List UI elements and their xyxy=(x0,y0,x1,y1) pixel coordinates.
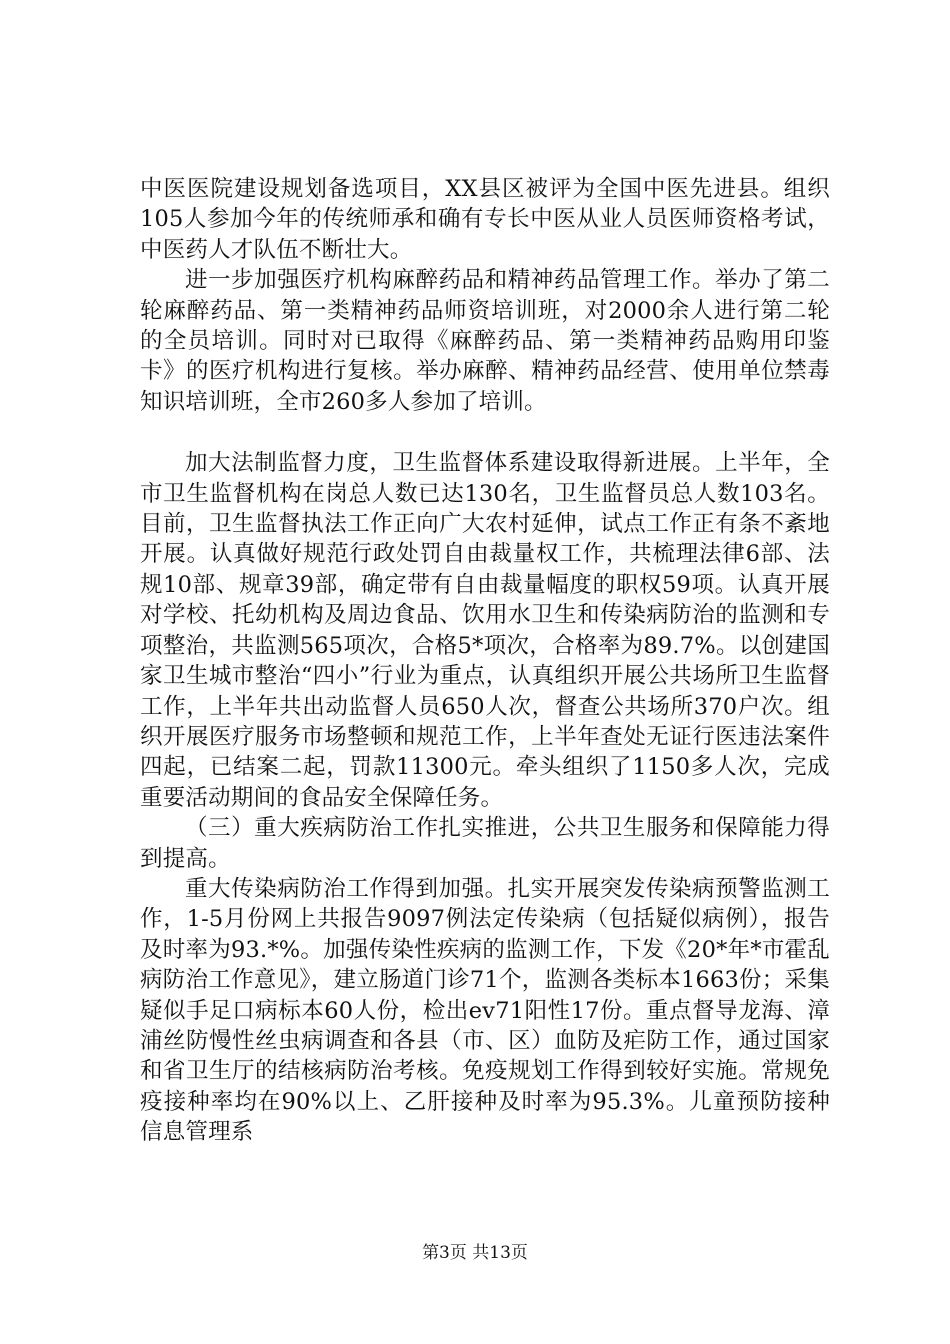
section-heading-disease-prevention: （三）重大疾病防治工作扎实推进，公共卫生服务和保障能力得到提高。 xyxy=(140,815,830,872)
paragraph-infectious-disease: 重大传染病防治工作得到加强。扎实开展突发传染病预警监测工作，1-5月份网上共报告9097例法定传染病（包括疑似病例），报告及时率为93.*%。加强传染性疾病的监测工作，下发《20*年*市霍乱病防治工作意见》，建立肠道门诊71个，监测各类标本1663份；采集疑似手足口病标本60人份，检出ev71阳性17份。重点督导龙海、漳浦丝防慢性丝虫病调查和各县（市、区）血防及疟防工作，通过国家和省卫生厅的结核病防治考核。免疫规划工作得到较好实施。常规免疫接种率均在90%以上、乙肝接种及时率为95.3%。儿童预防接种信息管理系 xyxy=(140,875,830,1146)
page-number-footer: 第3页 共13页 xyxy=(422,1243,528,1263)
paragraph-health-supervision: 加大法制监督力度，卫生监督体系建设取得新进展。上半年，全市卫生监督机构在岗总人数已达130名，卫生监督员总人数103名。目前，卫生监督执法工作正向广大农村延伸，试点工作正有条不紊地开展。认真做好规范行政处罚自由裁量权工作，共梳理法律6部、法规10部、规章39部，确定带有自由裁量幅度的职权59项。认真开展对学校、托幼机构及周边食品、饮用水卫生和传染病防治的监测和专项整治，共监测565项次，合格5*项次，合格率为89.7%。以创建国家卫生城市整治“四小”行业为重点，认真组织开展公共场所卫生监督工作，上半年共出动监督人员650人次，督查公共场所370户次。组织开展医疗服务市场整顿和规范工作，上半年查处无证行医违法案件四起，已结案二起，罚款11300元。牵头组织了1150多人次，完成重要活动期间的食品安全保障任务。 xyxy=(140,450,830,811)
document-body xyxy=(140,174,830,1148)
paragraph-tcm-continuation: 中医医院建设规划备选项目，XX县区被评为全国中医先进县。组织105人参加今年的传统师承和确有专长中医从业人员医师资格考试，中医药人才队伍不断壮大。 xyxy=(140,176,830,263)
paragraph-narcotic-drugs: 进一步加强医疗机构麻醉药品和精神药品管理工作。举办了第二轮麻醉药品、第一类精神药品师资培训班，对2000余人进行第二轮的全员培训。同时对已取得《麻醉药品、第一类精神药品购用印鉴卡》的医疗机构进行复核。举办麻醉、精神药品经营、使用单位禁毒知识培训班，全市260多人参加了培训。 xyxy=(140,267,830,415)
